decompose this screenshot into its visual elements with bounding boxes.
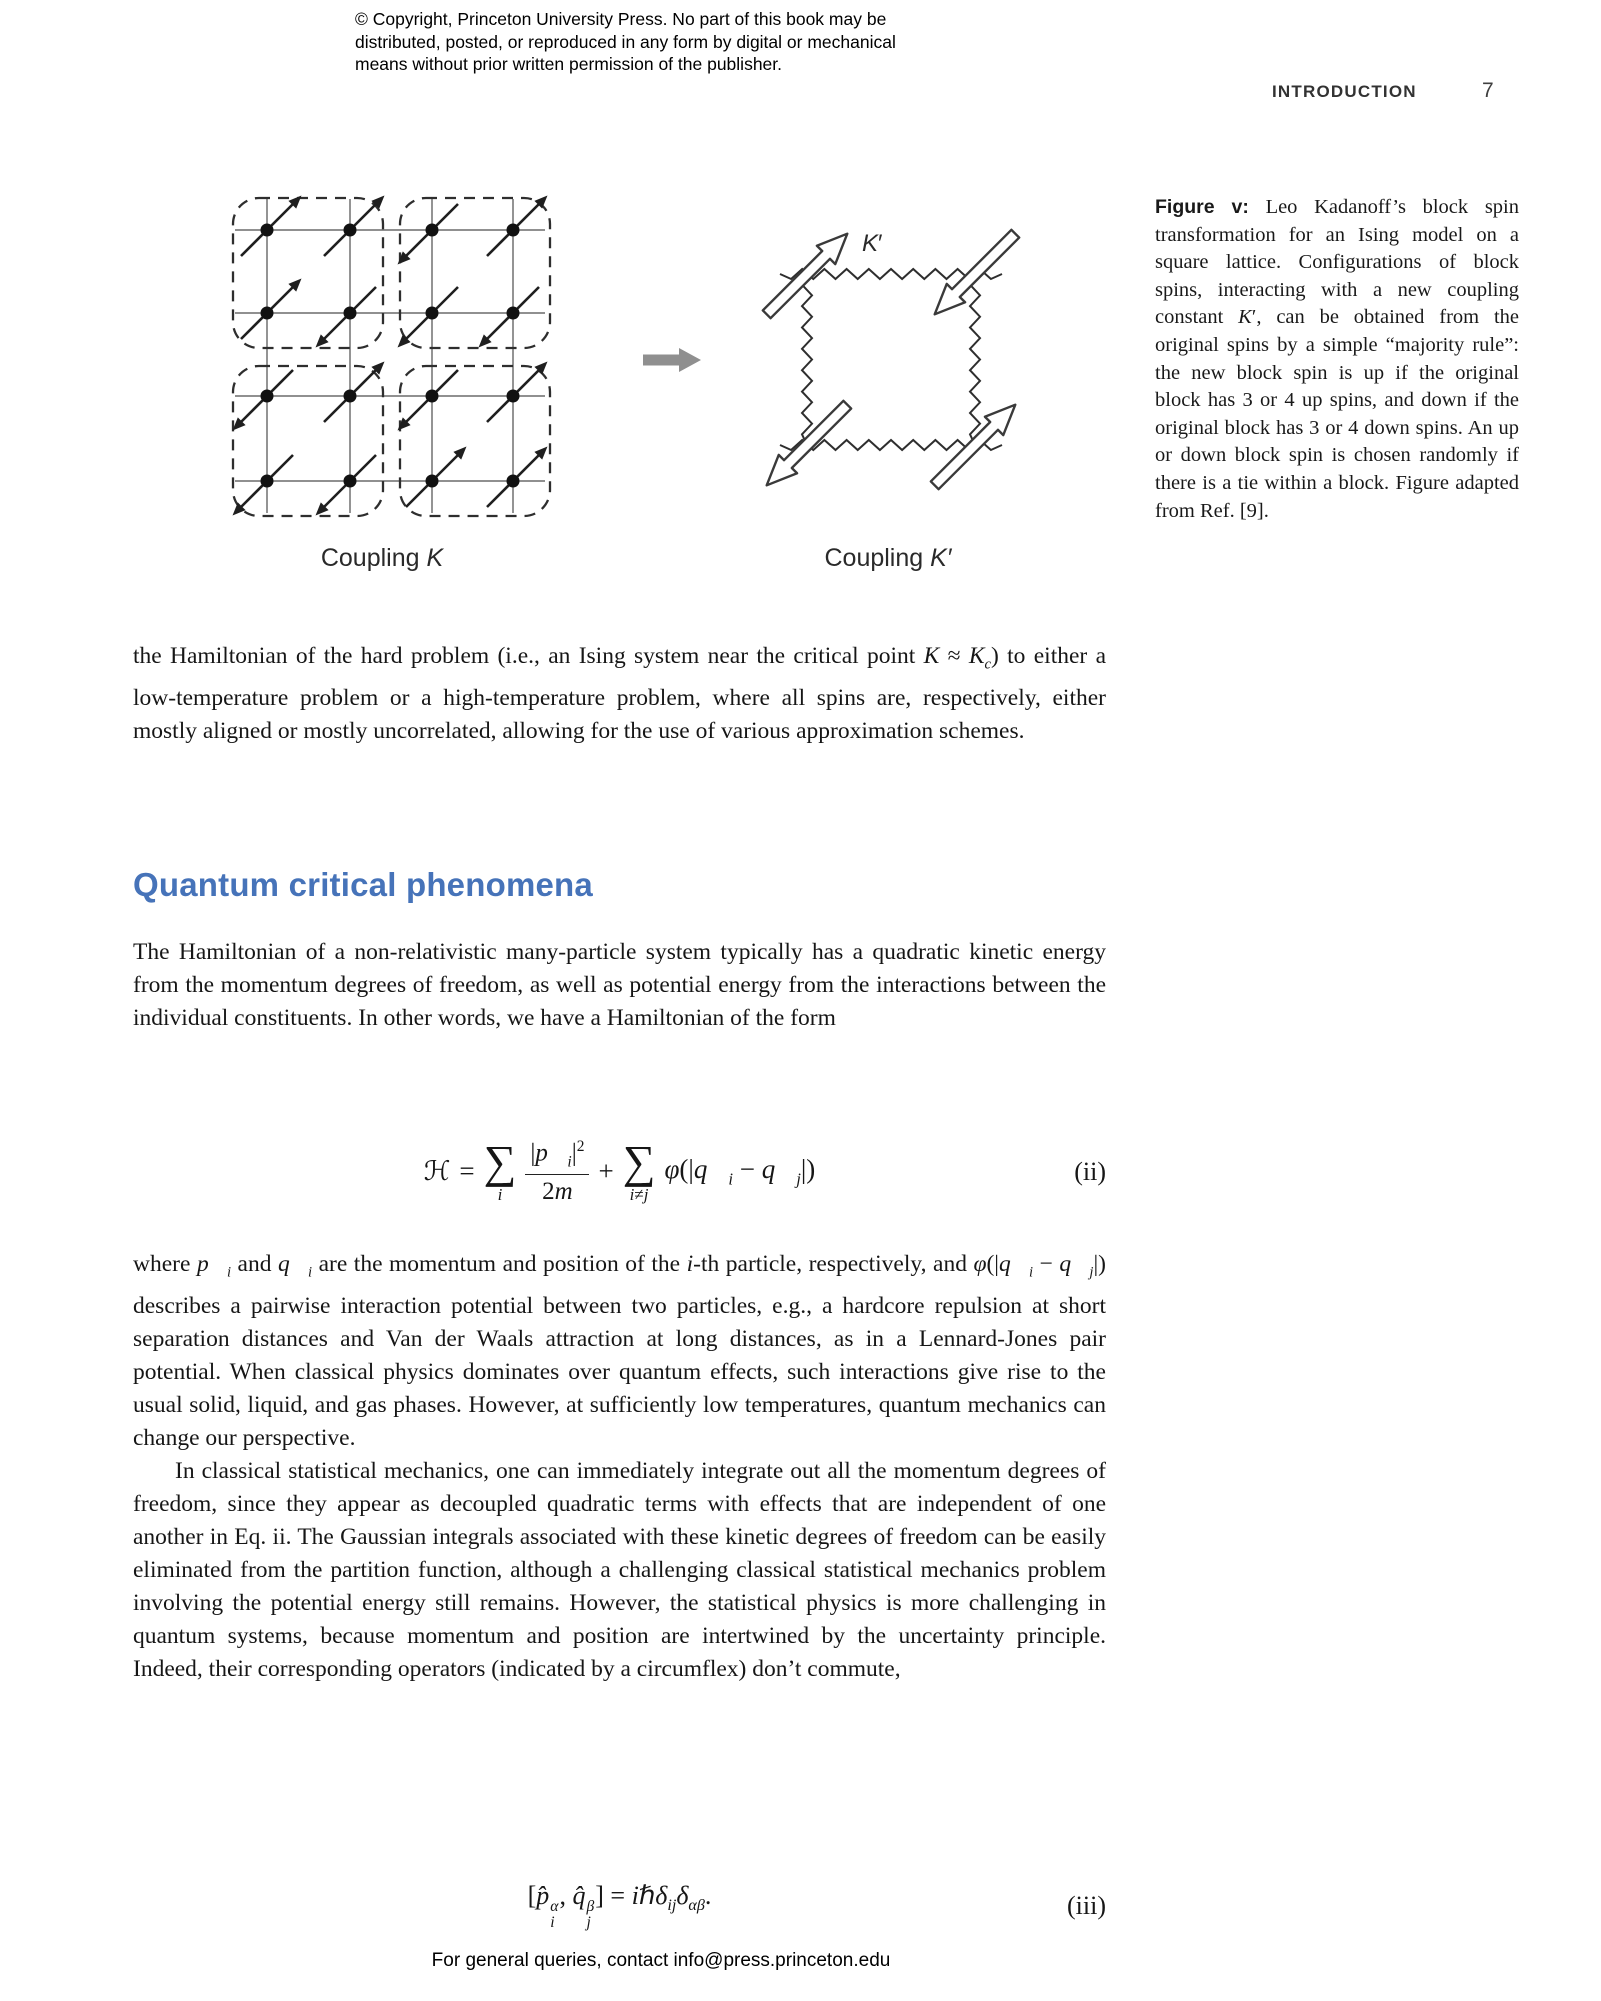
paragraph-continuation: the Hamiltonian of the hard problem (i.e., an Ising system near the critical point $K \approx K_c$) to either a low-temperature problem or a high-temperature problem, where all spins are, respectively, either mostly aligned or mostly uncorrelated, allowing for the use of various approximation schemes. bbox=[133, 643, 1106, 744]
paragraph-pairwise: where $p⃗_i$ and $q⃗_i$ are the momentum and position of the i-th particle, respectively, and $\varphi(|q⃗_i$ − $q⃗_j|$) describes a pairwise interaction potential between two particles, e.g., a hardcore repulsion at short separation distances and Van der Waals attraction at long distances, as in a Lennard-Jones pair potential. When classical physics dominates over quantum effects, such interactions give rise to the usual solid, liquid, and gas phases. However, at sufficiently low temperatures, quantum mechanics can change our perspective. bbox=[133, 1251, 1106, 1451]
coupling-constant-label: K′ bbox=[862, 230, 883, 257]
coupling-k-prime-text: Coupling bbox=[824, 544, 931, 572]
section-heading: Quantum critical phenomena bbox=[133, 866, 593, 903]
ising-lattice-diagram bbox=[175, 163, 595, 555]
running-head-title: INTRODUCTION bbox=[1272, 82, 1417, 101]
fraction-denominator: 2m bbox=[542, 1177, 573, 1205]
page-number: 7 bbox=[1482, 79, 1494, 102]
copyright-line: © Copyright, Princeton University Press. No part of this book may be bbox=[355, 9, 887, 29]
equation-ii-body bbox=[424, 1138, 816, 1207]
coupling-k-label bbox=[242, 544, 522, 573]
coupling-k-prime-symbol: K′ bbox=[930, 544, 952, 572]
caption-text: Leo Kadanoff’s block spin transformation for an Ising model on a square lattice. Configurations of block spins, interacting with a new coupling constant K′, can be obtained from the original spins by a simple “majority rule”: the new block spin is up if the original block has 3 or 4 up spins, and down if the original block has 3 or 4 down spins. An up or down block spin is chosen randomly if there is a tie within a block. Figure adapted from Ref. [9]. bbox=[1155, 196, 1519, 522]
footer-contact: For general queries, contact info@press.princeton.edu bbox=[431, 1950, 891, 1971]
coupling-k-prime-label bbox=[748, 544, 1028, 573]
equation-ii bbox=[133, 1112, 1106, 1232]
paragraph-block bbox=[133, 1248, 1106, 1686]
fraction-numerator: $|p⃗_i|^2$ bbox=[525, 1138, 589, 1175]
paragraph-classical: In classical statistical mechanics, one can immediately integrate out all the momentum degrees of freedom, since they appear as decoupled quadratic terms with effects that are independent of one another in Eq. ii. The Gaussian integrals associated with these kinetic degrees of freedom can be easily eliminated from the partition function, although a challenging classical statistical mechanics problem involving the potential energy still remains. However, the statistical physics is more challenging in quantum systems, because momentum and position are intertwined by the uncertainty principle. Indeed, their corresponding operators (indicated by a circumflex) don’t commute, bbox=[133, 1457, 1106, 1682]
copyright-line: distributed, posted, or reproduced in any form by digital or mechanical bbox=[355, 31, 896, 52]
caption-label: Figure v: bbox=[1155, 196, 1249, 218]
sigma-symbol: ∑ bbox=[622, 1136, 656, 1188]
transform-arrow-icon bbox=[643, 346, 703, 374]
coupling-k-text: Coupling bbox=[320, 544, 427, 572]
copyright-notice bbox=[355, 8, 935, 76]
script-h-symbol: ℋ bbox=[423, 1156, 451, 1187]
coupling-k-symbol: K bbox=[426, 544, 444, 572]
sum-limit: i≠j bbox=[629, 1184, 649, 1204]
copyright-line: means without prior written permission of the publisher. bbox=[355, 54, 783, 74]
equation-iii-label: (iii) bbox=[1067, 1891, 1106, 1920]
running-head bbox=[0, 79, 1601, 112]
figure-caption bbox=[1155, 194, 1519, 525]
kinetic-fraction bbox=[525, 1138, 589, 1207]
equation-iii bbox=[133, 1876, 1106, 1936]
sum-limit: i bbox=[497, 1184, 503, 1204]
equation-ii-label: (ii) bbox=[1074, 1157, 1106, 1186]
paragraph-hamiltonian: The Hamiltonian of a non-relativistic many-particle system typically has a quadratic kinetic energy from the momentum degrees of freedom, as well as potential energy from the interactions between the individual constituents. In other words, we have a Hamiltonian of the form bbox=[133, 939, 1106, 1031]
sum-over-ij bbox=[622, 1136, 656, 1204]
sum-over-i bbox=[483, 1136, 517, 1204]
commutator-expression: [p̂ α i , q̂ β j ] = $i\hbar\delta_{ij}\delta_{\alpha\beta}$. bbox=[527, 1880, 712, 1931]
sigma-symbol: ∑ bbox=[483, 1136, 517, 1188]
potential-term: $\varphi(|q⃗_i$ − $q⃗_j|$) bbox=[664, 1154, 816, 1189]
block-spin-diagram bbox=[735, 163, 1065, 553]
equals-sign: = bbox=[459, 1156, 475, 1187]
plus-sign: + bbox=[598, 1156, 614, 1187]
